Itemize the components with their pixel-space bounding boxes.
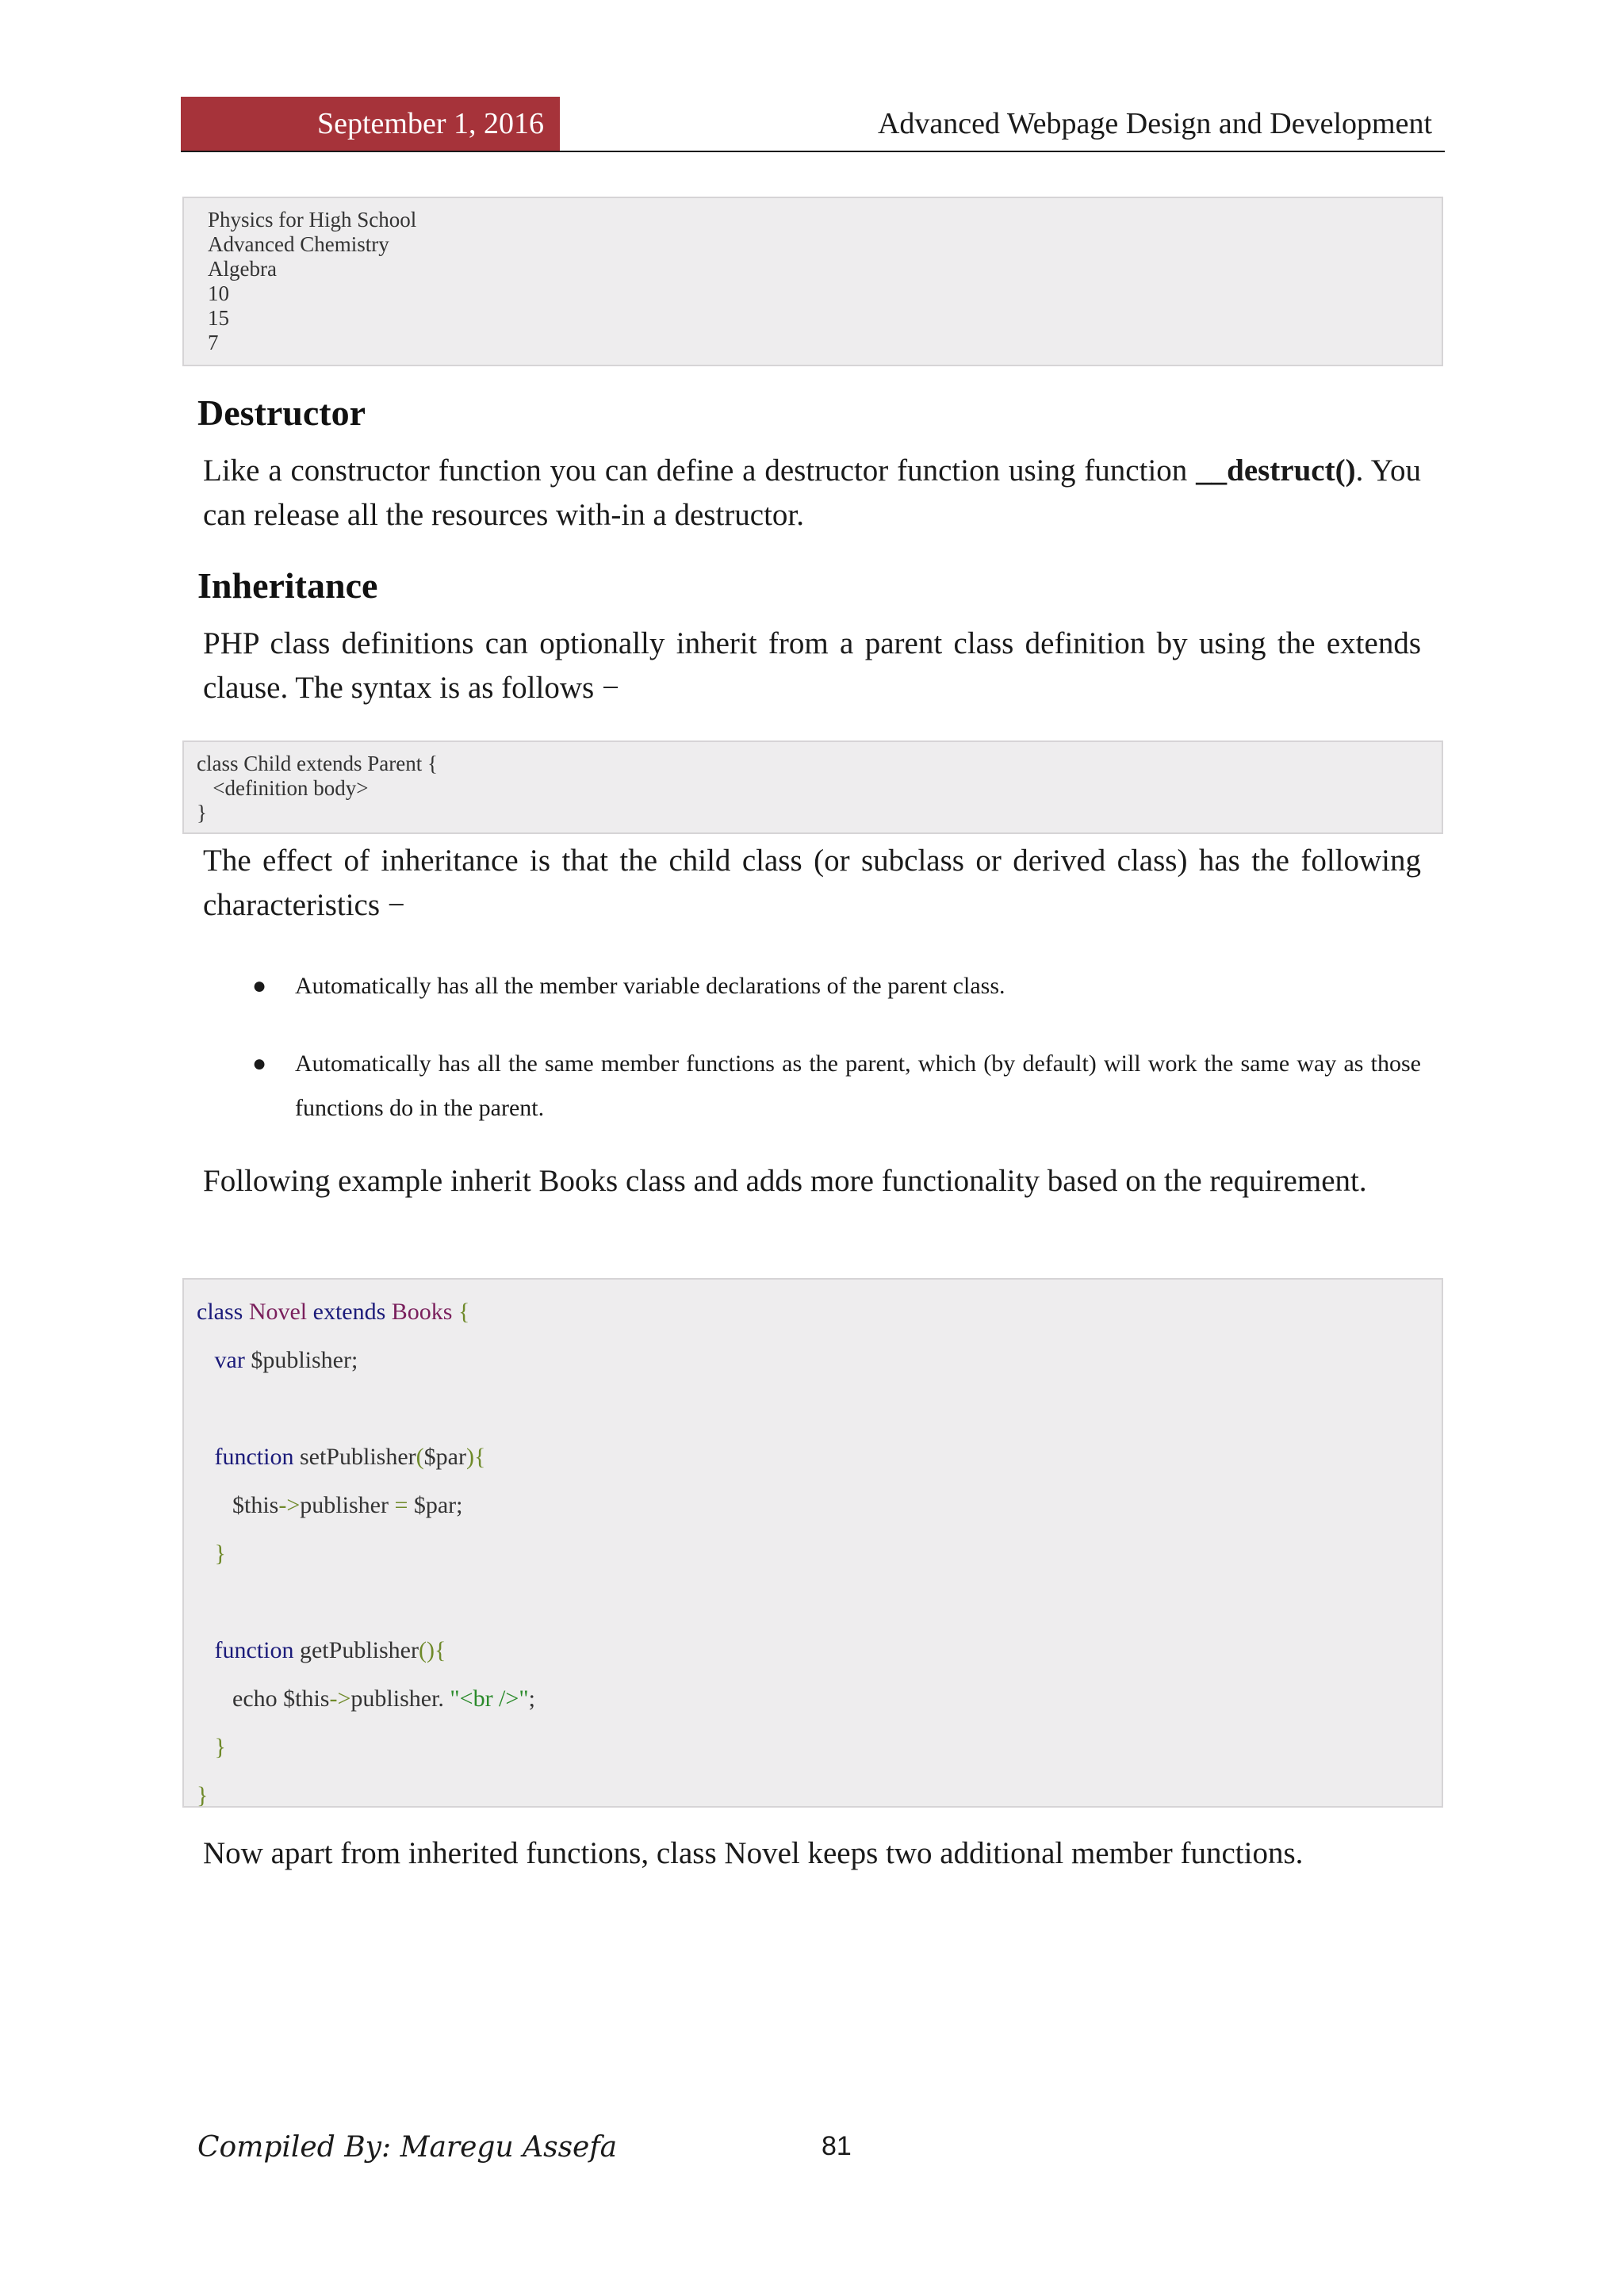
code-token: $par; — [413, 1492, 463, 1518]
code-token: class — [197, 1299, 243, 1325]
conclusion-paragraph: Now apart from inherited functions, class Novel keeps two additional member functions. — [203, 1836, 1304, 1870]
page-header — [181, 97, 1445, 152]
output-line: 7 — [208, 331, 219, 354]
output-line: 10 — [208, 281, 229, 305]
code-token: Books — [391, 1299, 453, 1325]
code-token: $this — [232, 1492, 279, 1518]
destructor-code: __destruct() — [1196, 453, 1356, 488]
code-token: -> — [329, 1686, 351, 1712]
code-token: Novel — [248, 1299, 308, 1325]
code-token: ( — [416, 1444, 424, 1470]
syntax-line: class Child extends Parent { — [197, 752, 438, 775]
code-token: "<br />" — [450, 1686, 529, 1712]
code-token: getPublisher — [299, 1637, 419, 1663]
code-box — [182, 1278, 1443, 1808]
destructor-heading: Destructor — [197, 392, 366, 433]
code-token: ){ — [465, 1444, 486, 1470]
bullet-icon: ● — [252, 973, 267, 999]
code-token: -> — [278, 1492, 301, 1518]
inheritance-heading: Inheritance — [197, 565, 378, 606]
output-line: Advanced Chemistry — [208, 232, 389, 256]
code-token: function — [214, 1637, 294, 1663]
code-token: } — [214, 1734, 226, 1760]
code-line — [197, 1723, 1442, 1771]
code-line — [197, 1626, 1442, 1674]
code-token: (){ — [418, 1637, 446, 1663]
code-token: ; — [528, 1686, 535, 1712]
syntax-box — [182, 740, 1443, 834]
code-token: { — [458, 1299, 470, 1325]
output-line: Algebra — [208, 257, 277, 281]
output-line: 15 — [208, 306, 229, 330]
syntax-line: <definition body> — [197, 776, 369, 800]
code-line — [197, 1481, 1442, 1529]
code-line — [197, 1433, 1442, 1481]
code-line-blank — [197, 1384, 1442, 1433]
code-line — [197, 1529, 1442, 1578]
bullet-icon: ● — [252, 1050, 267, 1077]
syntax-line: } — [197, 801, 207, 825]
code-token: function — [214, 1444, 294, 1470]
code-token: echo $this — [232, 1686, 330, 1712]
footer-author: Compiled By: Maregu Assefa — [197, 2131, 618, 2164]
code-token: extends — [312, 1299, 386, 1325]
code-line — [197, 1771, 1442, 1820]
code-token: } — [197, 1782, 209, 1808]
code-token: $par — [423, 1444, 466, 1470]
header-date: September 1, 2016 — [181, 97, 560, 151]
code-line — [197, 1336, 1442, 1384]
list-item-text: Automatically has all the member variable declarations of the parent class. — [295, 973, 1005, 999]
code-line — [197, 1674, 1442, 1723]
code-line — [197, 1288, 1442, 1336]
code-token: $publisher; — [251, 1347, 358, 1373]
code-token: publisher. — [350, 1686, 444, 1712]
destructor-text-after: . You can release all the resources with-in a destructor. — [203, 453, 1421, 532]
code-token: publisher — [300, 1492, 389, 1518]
inheritance-effect: The effect of inheritance is that the child class (or subclass or derived class) has the following characteristics − — [203, 844, 1421, 922]
code-line-blank — [197, 1578, 1442, 1626]
page-number: 81 — [822, 2131, 852, 2161]
code-token: = — [394, 1492, 408, 1518]
header-rule — [181, 151, 1445, 152]
example-intro: Following example inherit Books class and adds more functionality based on the requirement. — [203, 1164, 1367, 1198]
code-token: setPublisher — [299, 1444, 416, 1470]
header-title: Advanced Webpage Design and Development — [877, 107, 1432, 140]
output-line: Physics for High School — [208, 208, 417, 232]
code-token: var — [214, 1347, 245, 1373]
inheritance-intro: PHP class definitions can optionally inherit from a parent class definition by using the extends clause. The syntax is as follows − — [203, 626, 1421, 705]
code-token: } — [214, 1540, 226, 1567]
destructor-paragraph — [203, 449, 1421, 538]
output-box — [182, 197, 1443, 366]
list-item-text: Automatically has all the same member functions as the parent, which (by default) will work the same way as those functions do in the parent. — [295, 1050, 1421, 1121]
destructor-text-before: Like a constructor function you can define a destructor function using function — [203, 453, 1197, 488]
